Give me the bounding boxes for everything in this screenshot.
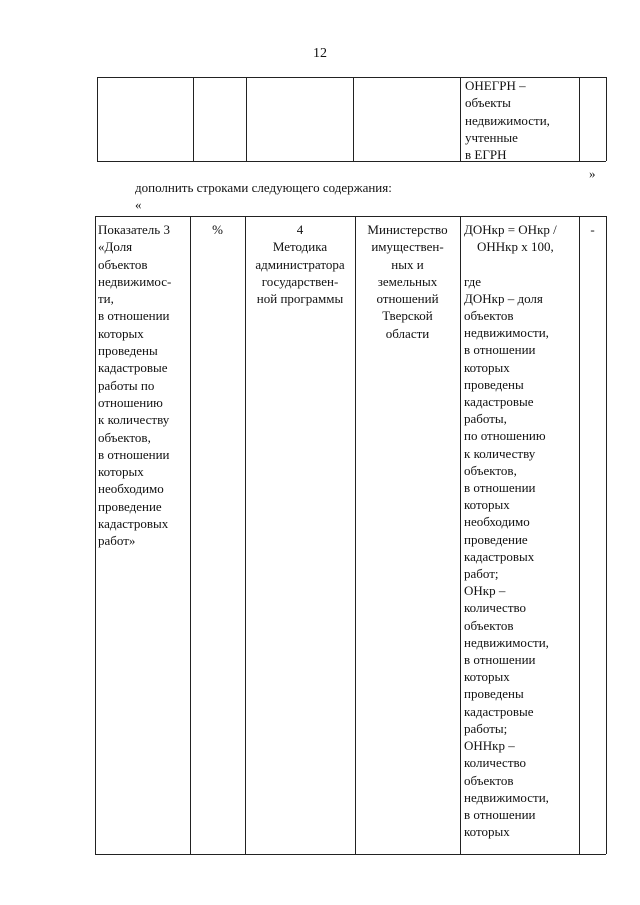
cell-line: ДОНкр = ОНкр / — [464, 222, 557, 237]
table-col-line — [97, 77, 98, 161]
cell-line: ти, — [98, 291, 114, 307]
cell-line: отношений — [376, 291, 439, 307]
table-col-line — [579, 216, 580, 854]
table-col-line — [606, 216, 607, 854]
cell-line: ной программы — [256, 291, 344, 307]
table-col-line — [460, 216, 461, 854]
cell-line: количество — [464, 600, 527, 616]
cell-line: в отношении — [464, 480, 536, 496]
cell-line: недвижимос- — [98, 273, 172, 289]
cell-line: в отношении — [464, 652, 536, 668]
cell-line: области — [385, 325, 430, 341]
cell-line: работы по — [98, 377, 155, 393]
cell-line: которых — [464, 497, 510, 513]
cell-line: кадастровые — [464, 703, 534, 719]
indicator-name-cell — [98, 221, 171, 550]
cell-line: ОННкр х 100, — [477, 239, 554, 255]
cell-line — [464, 255, 557, 272]
cell-line: отношению — [98, 394, 163, 410]
cell-line: к количеству — [98, 412, 170, 428]
unit-cell — [190, 221, 245, 238]
cell-line: «Доля — [98, 239, 133, 255]
cell-line: в отношении — [98, 308, 170, 324]
cell-line: кадастровых — [464, 548, 535, 564]
cell-line: объектов — [464, 772, 514, 788]
last-column-cell — [579, 221, 606, 238]
instruction-text: дополнить строками следующего содержания: — [135, 180, 392, 195]
cell-line: необходимо — [98, 481, 164, 497]
cell-line: объектов — [464, 308, 514, 324]
cell-line: кадастровых — [98, 516, 169, 532]
cell-line: необходимо — [464, 514, 530, 530]
closing-quote: » — [589, 166, 596, 181]
table-top-border — [95, 216, 606, 217]
table-col-line — [193, 77, 194, 161]
cell-line: проведение — [464, 531, 528, 547]
cell-line: которых — [464, 359, 510, 375]
cell-line: по отношению — [464, 428, 546, 444]
cell-line: земельных — [377, 273, 438, 289]
cell-line: которых — [464, 669, 510, 685]
cell-line: ОННкр – — [464, 738, 515, 754]
table-col-line — [190, 216, 191, 854]
responsible-body-cell — [355, 221, 460, 342]
cell-line: государствен- — [261, 273, 339, 289]
cell-line: недвижимости, — [464, 325, 549, 341]
table-col-line — [579, 77, 580, 161]
formula-cell — [464, 221, 557, 840]
table-col-line — [460, 77, 461, 161]
dash-value: - — [590, 222, 595, 237]
cell-line: проведены — [464, 686, 524, 702]
cell-line: проведение — [98, 498, 162, 514]
cell-line: ДОНкр – доля — [464, 290, 543, 306]
cell-line: ОНкр – — [464, 583, 506, 599]
methodology-cell — [245, 221, 355, 307]
cell-line: которых — [98, 325, 144, 341]
cell-line: объекты — [465, 95, 511, 111]
cell-line: которых — [98, 464, 144, 480]
unit-value: % — [212, 222, 223, 237]
cell-line: администратора — [255, 256, 345, 272]
cell-line: объектов — [98, 256, 148, 272]
cell-line: работы; — [464, 720, 508, 736]
cell-line: Показатель 3 — [98, 222, 170, 237]
cell-line: где — [464, 273, 482, 289]
table-col-line — [245, 216, 246, 854]
table-bottom-border — [95, 854, 606, 855]
cell-line: Методика — [272, 239, 328, 255]
cell-line: объектов, — [98, 429, 151, 445]
cell-line: в отношении — [98, 446, 170, 462]
table-col-line — [246, 77, 247, 161]
cell-line: недвижимости, — [464, 789, 549, 805]
cell-line: работ; — [464, 566, 499, 582]
cell-line: недвижимости, — [465, 112, 550, 128]
page-number: 12 — [313, 46, 327, 61]
cell-line: в ЕГРН — [465, 147, 507, 163]
cell-line: в отношении — [464, 342, 536, 358]
cell-line: ОНЕГРН – — [465, 78, 526, 93]
cell-line: недвижимости, — [464, 634, 549, 650]
cell-line: к количеству — [464, 445, 536, 461]
cell-line: которых — [464, 824, 510, 840]
cell-line: 4 — [296, 222, 304, 237]
cell-line: кадастровые — [98, 360, 168, 376]
table-col-line — [95, 216, 96, 854]
cell-line: работ» — [98, 533, 136, 549]
cell-line: имуществен- — [371, 239, 444, 255]
cell-line: ных и — [391, 256, 424, 272]
cell-line: количество — [464, 755, 527, 771]
cell-line: кадастровые — [464, 394, 534, 410]
cell-line: работы, — [464, 411, 507, 427]
table-col-line — [353, 77, 354, 161]
cell-line: учтенные — [465, 129, 518, 145]
cell-line: Министерство — [367, 222, 448, 237]
cell-line: объектов — [464, 617, 514, 633]
egrn-description-cell — [465, 77, 550, 163]
cell-line: в отношении — [464, 806, 536, 822]
cell-line: Тверской — [382, 308, 433, 324]
cell-line: проведены — [98, 343, 158, 359]
cell-line: объектов, — [464, 462, 517, 478]
table-col-line — [606, 77, 607, 161]
opening-quote: « — [135, 197, 142, 212]
cell-line: проведены — [464, 376, 524, 392]
